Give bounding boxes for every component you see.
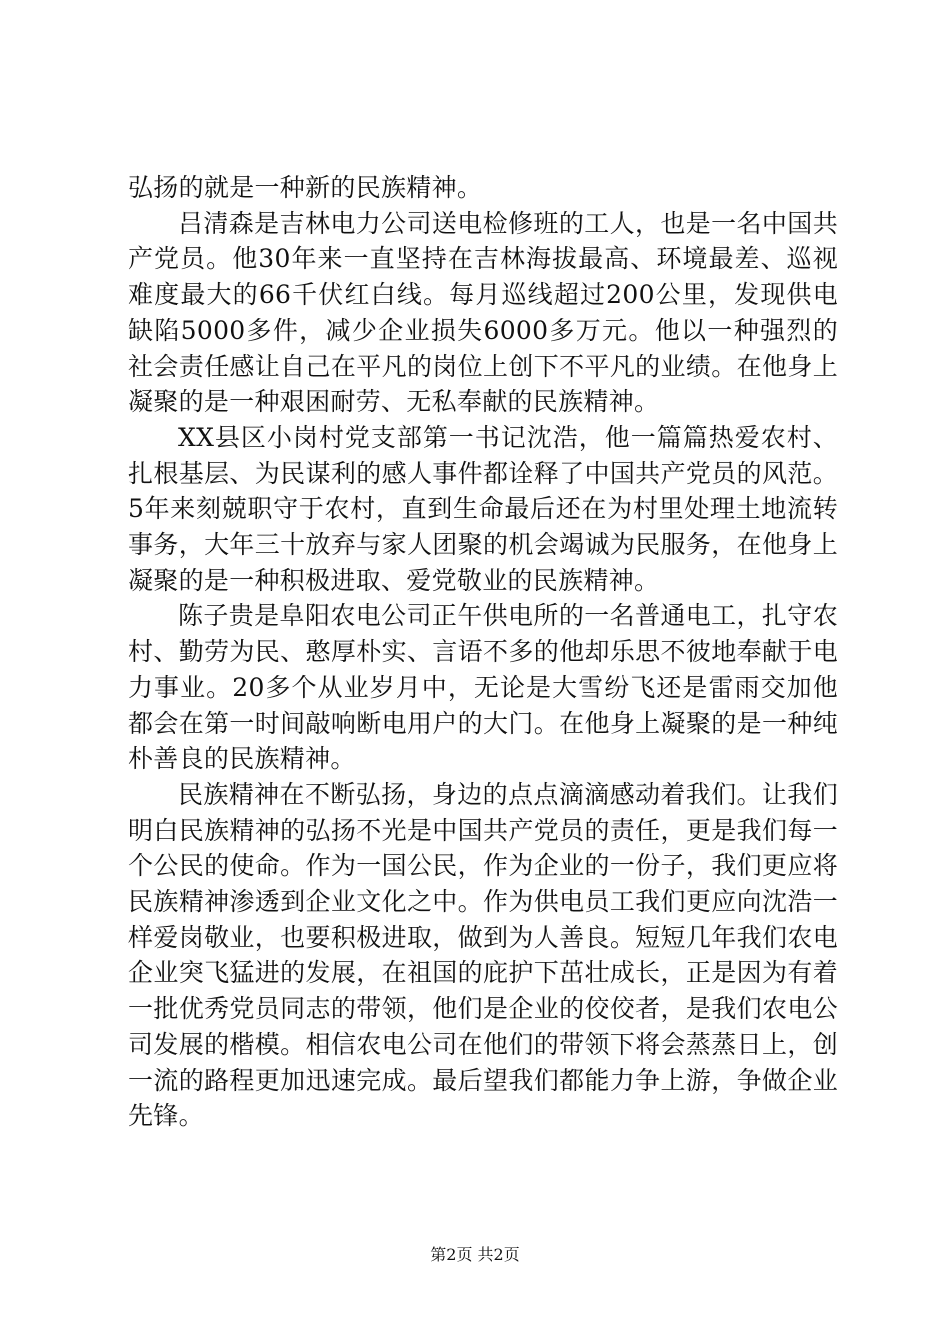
- paragraph-lv-qingsen: 吕清森是吉林电力公司送电检修班的工人，也是一名中国共产党员。他30年来一直坚持在吉林海拔最高、环境最差、巡视难度最大的66千伏红白线。每月巡线超过200公里，发现供电缺陷5000多件，减少企业损失6000多万元。他以一种强烈的社会责任感让自己在平凡的岗位上创下不平凡的业绩。在他身上凝聚的是一种艰困耐劳、无私奉献的民族精神。: [128, 208, 838, 417]
- paragraph-shen-hao: XX县区小岗村党支部第一书记沈浩，他一篇篇热爱农村、扎根基层、为民谋利的感人事件都诠释了中国共产党员的风范。5年来刻兢职守于农村，直到生命最后还在为村里处理土地流转事务，大年三十放弃与家人团聚的机会竭诚为民服务，在他身上凝聚的是一种积极进取、爱党敬业的民族精神。: [128, 422, 838, 595]
- paragraph-conclusion: 民族精神在不断弘扬，身边的点点滴滴感动着我们。让我们明白民族精神的弘扬不光是中国共产党员的责任，更是我们每一个公民的使命。作为一国公民，作为企业的一份子，我们更应将民族精神渗透到企业文化之中。作为供电员工我们更应向沈浩一样爱岗敬业，也要积极进取，做到为人善良。短短几年我们农电企业突飞猛进的发展，在祖国的庇护下茁壮成长，正是因为有着一批优秀党员同志的带领，他们是企业的佼佼者，是我们农电公司发展的楷模。相信农电公司在他们的带领下将会蒸蒸日上，创一流的路程更加迅速完成。最后望我们都能力争上游，争做企业先锋。: [128, 779, 838, 1131]
- paragraph-continuation: 弘扬的就是一种新的民族精神。: [128, 173, 483, 202]
- document-body: [128, 170, 838, 1134]
- page-number-footer: 第2页 共2页: [430, 1245, 520, 1264]
- paragraph-chen-zigui: 陈子贵是阜阳农电公司正午供电所的一名普通电工，扎守农村、勤劳为民、憨厚朴实、言语不多的他却乐思不彼地奉献于电力事业。20多个从业岁月中，无论是大雪纷飞还是雷雨交加他都会在第一时间敲响断电用户的大门。在他身上凝聚的是一种纯朴善良的民族精神。: [128, 601, 838, 774]
